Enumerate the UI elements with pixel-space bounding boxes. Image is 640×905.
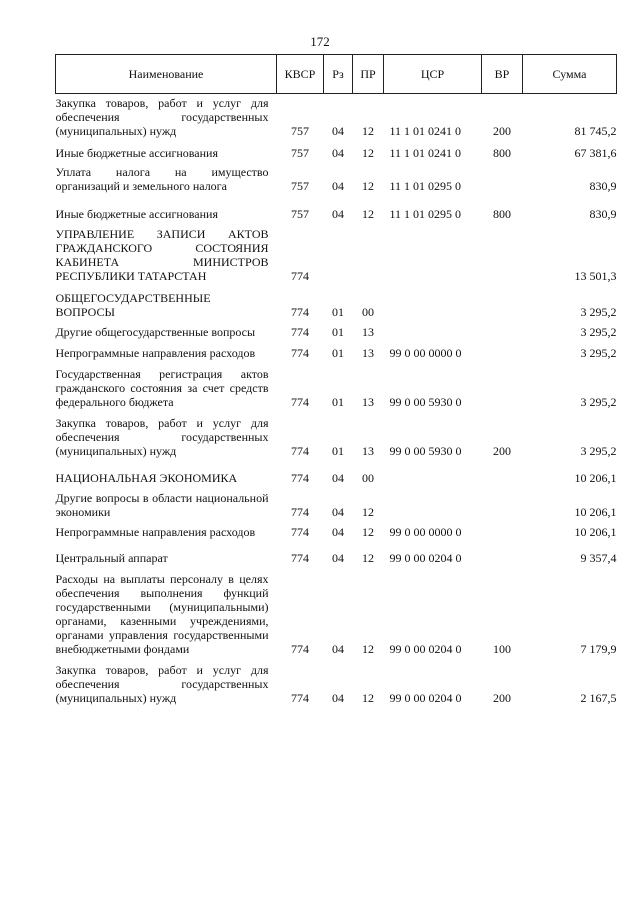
cell-sum: 10 206,1 [574, 505, 617, 519]
cell-pr: 13 [362, 444, 374, 458]
cell-kvsr: 774 [291, 525, 309, 539]
cell-csr: 11 1 01 0295 0 [389, 179, 462, 193]
cell-kvsr: 757 [291, 207, 309, 221]
cell-pr [353, 221, 384, 283]
cell-kvsr: 774 [291, 325, 309, 339]
cell-name: НАЦИОНАЛЬНАЯ ЭКОНОМИКА [55, 471, 238, 485]
cell-name: Непрограммные направления расходов [55, 346, 256, 360]
table-row [56, 565, 617, 656]
table-header-row [56, 55, 617, 94]
cell-kvsr: 757 [291, 179, 309, 193]
cell-sum: 10 206,1 [574, 525, 617, 539]
cell-sum: 2 167,5 [580, 691, 617, 705]
header-vr: ВР [482, 55, 523, 94]
cell-name: Другие общегосударственные вопросы [55, 325, 256, 339]
table-body [56, 94, 617, 706]
cell-sum: 3 295,2 [580, 395, 617, 409]
cell-vr: 200 [493, 444, 511, 458]
cell-csr: 99 0 00 0204 0 [389, 551, 462, 565]
cell-pr: 12 [362, 179, 374, 193]
cell-kvsr: 757 [291, 124, 309, 138]
cell-pr: 13 [362, 395, 374, 409]
table-row [56, 360, 617, 409]
cell-name: Центральный аппарат [55, 551, 168, 565]
cell-csr: 99 0 00 5930 0 [389, 395, 462, 409]
cell-csr [384, 283, 482, 319]
cell-rz: 04 [332, 691, 344, 705]
cell-pr: 00 [362, 305, 374, 319]
page-number: 172 [310, 34, 330, 49]
table-row [56, 319, 617, 339]
cell-vr [482, 360, 523, 409]
cell-kvsr: 774 [291, 305, 309, 319]
cell-vr [482, 485, 523, 519]
cell-kvsr: 774 [291, 444, 309, 458]
cell-vr [482, 160, 523, 193]
cell-rz: 04 [332, 525, 344, 539]
cell-csr [384, 319, 482, 339]
cell-rz: 04 [332, 124, 344, 138]
cell-kvsr: 774 [291, 691, 309, 705]
cell-name: ОБЩЕГОСУДАРСТВЕННЫЕ ВОПРОСЫ [55, 291, 211, 319]
header-csr: ЦСР [384, 55, 482, 94]
cell-name: Иные бюджетные ассигнования [55, 207, 218, 221]
cell-kvsr: 774 [291, 551, 309, 565]
cell-csr [384, 485, 482, 519]
table-row [56, 193, 617, 221]
table-row [56, 458, 617, 485]
cell-rz: 01 [332, 305, 344, 319]
table-row [56, 519, 617, 539]
cell-sum: 13 501,3 [574, 269, 617, 283]
cell-rz: 04 [332, 471, 344, 485]
cell-pr: 13 [362, 325, 374, 339]
cell-sum: 3 295,2 [580, 325, 617, 339]
cell-csr: 99 0 00 0204 0 [389, 642, 462, 656]
cell-sum: 3 295,2 [580, 444, 617, 458]
cell-pr: 00 [362, 471, 374, 485]
cell-rz: 04 [332, 207, 344, 221]
cell-sum: 81 745,2 [574, 124, 617, 138]
cell-pr: 12 [362, 642, 374, 656]
cell-kvsr: 757 [291, 146, 309, 160]
table-row [56, 339, 617, 360]
cell-vr: 200 [493, 691, 511, 705]
cell-sum: 67 381,6 [574, 146, 617, 160]
cell-csr: 11 1 01 0241 0 [389, 124, 462, 138]
budget-table [55, 54, 617, 705]
table-row [56, 94, 617, 139]
cell-csr: 99 0 00 0000 0 [389, 525, 462, 539]
table-row [56, 138, 617, 160]
cell-rz: 01 [332, 444, 344, 458]
header-rz: Рз [324, 55, 353, 94]
header-pr: ПР [353, 55, 384, 94]
cell-csr: 99 0 00 0000 0 [389, 346, 462, 360]
table-row [56, 160, 617, 193]
cell-vr: 100 [493, 642, 511, 656]
cell-csr: 99 0 00 5930 0 [389, 444, 462, 458]
cell-sum: 7 179,9 [580, 642, 617, 656]
table-row [56, 221, 617, 283]
table-row [56, 485, 617, 519]
cell-kvsr: 774 [291, 346, 309, 360]
cell-sum: 830,9 [589, 207, 617, 221]
cell-rz: 04 [332, 551, 344, 565]
cell-pr: 12 [362, 691, 374, 705]
cell-csr [384, 221, 482, 283]
cell-name: Государственная регистрация актов гражданского состояния за счет средств федерального бюджета [55, 367, 269, 409]
table-row [56, 539, 617, 565]
cell-pr: 12 [362, 124, 374, 138]
cell-sum: 3 295,2 [580, 305, 617, 319]
cell-name: УПРАВЛЕНИЕ ЗАПИСИ АКТОВ ГРАЖДАНСКОГО СОСТОЯНИЯ КАБИНЕТА МИНИСТРОВ РЕСПУБЛИКИ ТАТАРСТАН [55, 227, 269, 283]
table-row [56, 656, 617, 705]
cell-sum: 9 357,4 [580, 551, 617, 565]
header-kvsr: КВСР [277, 55, 324, 94]
cell-sum: 3 295,2 [580, 346, 617, 360]
cell-name: Другие вопросы в области национальной экономики [55, 491, 269, 519]
cell-name: Закупка товаров, работ и услуг для обеспечения государственных (муниципальных) нужд [55, 663, 269, 705]
cell-vr: 800 [493, 207, 511, 221]
cell-rz: 04 [332, 179, 344, 193]
cell-kvsr: 774 [291, 505, 309, 519]
cell-name: Закупка товаров, работ и услуг для обеспечения государственных (муниципальных) нужд [55, 96, 269, 138]
header-name: Наименование [56, 55, 277, 94]
cell-pr: 12 [362, 207, 374, 221]
header-sum: Сумма [523, 55, 617, 94]
cell-pr: 12 [362, 551, 374, 565]
cell-rz: 01 [332, 395, 344, 409]
cell-vr [482, 458, 523, 485]
cell-csr: 99 0 00 0204 0 [389, 691, 462, 705]
cell-kvsr: 774 [291, 471, 309, 485]
cell-vr [482, 283, 523, 319]
cell-sum: 830,9 [589, 179, 617, 193]
cell-name: Иные бюджетные ассигнования [55, 146, 218, 160]
cell-pr: 12 [362, 146, 374, 160]
cell-csr [384, 458, 482, 485]
cell-rz: 04 [332, 642, 344, 656]
cell-vr [482, 319, 523, 339]
cell-vr [482, 221, 523, 283]
cell-rz: 04 [332, 505, 344, 519]
cell-kvsr: 774 [291, 642, 309, 656]
cell-name: Закупка товаров, работ и услуг для обеспечения государственных (муниципальных) нужд [55, 416, 269, 458]
cell-vr: 800 [493, 146, 511, 160]
cell-rz: 04 [332, 146, 344, 160]
cell-vr [482, 339, 523, 360]
cell-csr: 11 1 01 0241 0 [389, 146, 462, 160]
cell-pr: 12 [362, 525, 374, 539]
cell-sum: 10 206,1 [574, 471, 617, 485]
cell-name: Непрограммные направления расходов [55, 525, 256, 539]
cell-rz: 01 [332, 325, 344, 339]
cell-name: Расходы на выплаты персоналу в целях обеспечения выполнения функций государственными (муниципальными) органами, казенными учреждениями, органами управления государственными внебюджетными фондами [55, 572, 269, 656]
cell-vr [482, 519, 523, 539]
cell-rz: 01 [332, 346, 344, 360]
cell-kvsr: 774 [291, 395, 309, 409]
cell-vr: 200 [493, 124, 511, 138]
cell-pr: 13 [362, 346, 374, 360]
cell-vr [482, 539, 523, 565]
cell-kvsr: 774 [291, 269, 309, 283]
cell-csr: 11 1 01 0295 0 [389, 207, 462, 221]
cell-name: Уплата налога на имущество организаций и земельного налога [55, 165, 269, 193]
table-row [56, 283, 617, 319]
cell-pr: 12 [362, 505, 374, 519]
cell-rz [324, 221, 353, 283]
table-row [56, 409, 617, 458]
